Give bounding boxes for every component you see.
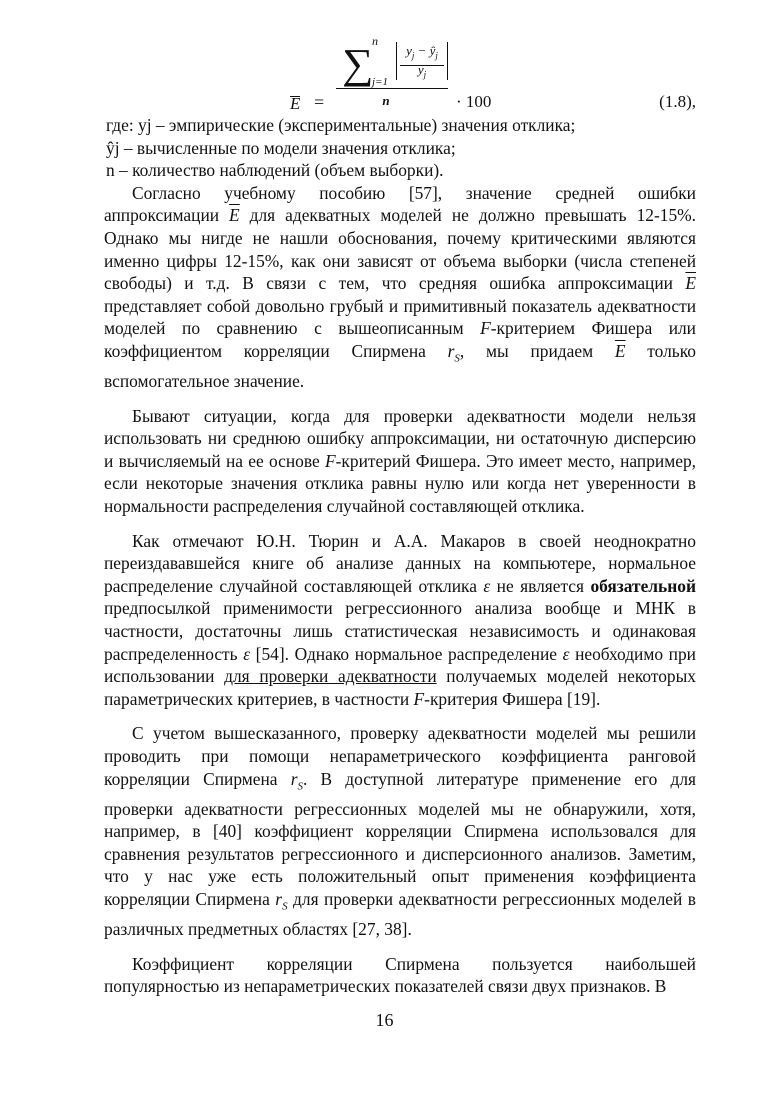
formula-denominator: n	[382, 93, 390, 108]
formula-multiplier: · 100	[456, 92, 492, 111]
formula-lhs: E	[290, 94, 301, 113]
page-number: 16	[375, 1010, 394, 1030]
definitions	[104, 114, 696, 182]
formula-equals: =	[314, 92, 325, 112]
formula-fraction	[336, 34, 448, 109]
definition-yhat: ŷj – вычисленные по модели значения отклика;	[106, 137, 456, 158]
formula-1-8	[104, 34, 696, 114]
paragraph-5: Коэффициент корреляции Спирмена пользуется наибольшей популярностью из непараметрических показателей связи двух признаков. В	[104, 953, 696, 997]
paragraph-3: Как отмечают Ю.Н. Тюрин и А.А. Макаров в своей неоднократно переиздававшейся книге об анализе данных на компьютере, нормальное распределение случайной составляющей отклика ε не является обязательной предпосылкой применимости регрессионного анализа вообще и МНК в частности, достаточны лишь статистическая независимость и одинаковая распределенность ε [54]. Однако нормальное распределение ε необходимо при использовании для проверки адекватности получаемых моделей некоторых параметрических критериев, в частности F-критерия Фишера [19].	[104, 530, 696, 709]
equation-number: (1.8),	[659, 92, 696, 111]
definition-n: n – количество наблюдений (объем выборки).	[106, 160, 444, 181]
sigma-lower: j=1	[372, 76, 388, 88]
sigma-symbol: ∑	[342, 40, 374, 87]
formula-numerator	[336, 34, 448, 89]
abs-numerator: $y_j$ − $ŷ_j$	[400, 42, 444, 66]
definition-yj: где: yj – эмпирические (экспериментальные) значения отклика;	[106, 115, 576, 135]
abs-fraction	[396, 42, 448, 80]
paragraph-2: Бывают ситуации, когда для проверки адекватности модели нельзя использовать ни среднюю ошибку аппроксимации, ни остаточную дисперсию и вычисляемый на ее основе F-критерий Фишера. Это имеет место, например, если некоторые значения отклика равны нулю или когда нет уверенности в нормальности распределения случайной составляющей отклика.	[104, 405, 696, 516]
paragraph-1: Согласно учебному пособию [57], значение средней ошибки аппроксимации $\overline{E}$ для адекватных моделей не должно превышать 12-15%. Однако мы нигде не нашли обоснования, почему критическими являются именно цифры 12-15%, как они зависят от объема выборки (числа степеней свободы) и т.д. В связи с тем, что средняя ошибка аппроксимации $\overline{E}$ представляет собой довольно грубый и примитивный показатель адекватности моделей по сравнению с вышеописанным F-критерием Фишера или коэффициентом корреляции Спирмена $r_S$, мы придаем $\overline{E}$ только вспомогательное значение.	[104, 182, 696, 391]
page-content	[104, 34, 696, 998]
sigma-upper: n	[372, 34, 378, 48]
abs-denominator: $y_j$	[417, 62, 427, 80]
paragraph-4: С учетом вышесказанного, проверку адекватности моделей мы решили проводить при помощи непараметрического коэффициента ранговой корреляции Спирмена $r_S$. В доступной литературе применение его для проверки адекватности регрессионных моделей мы не обнаружили, хотя, например, в [40] коэффициент корреляции Спирмена использовался для сравнения результатов регрессионного и дисперсионного анализов. Заметим, что у нас уже есть положительный опыт применения коэффициента корреляции Спирмена $r_S$ для проверки адекватности регрессионных моделей в различных предметных областях [27, 38].	[104, 723, 697, 939]
